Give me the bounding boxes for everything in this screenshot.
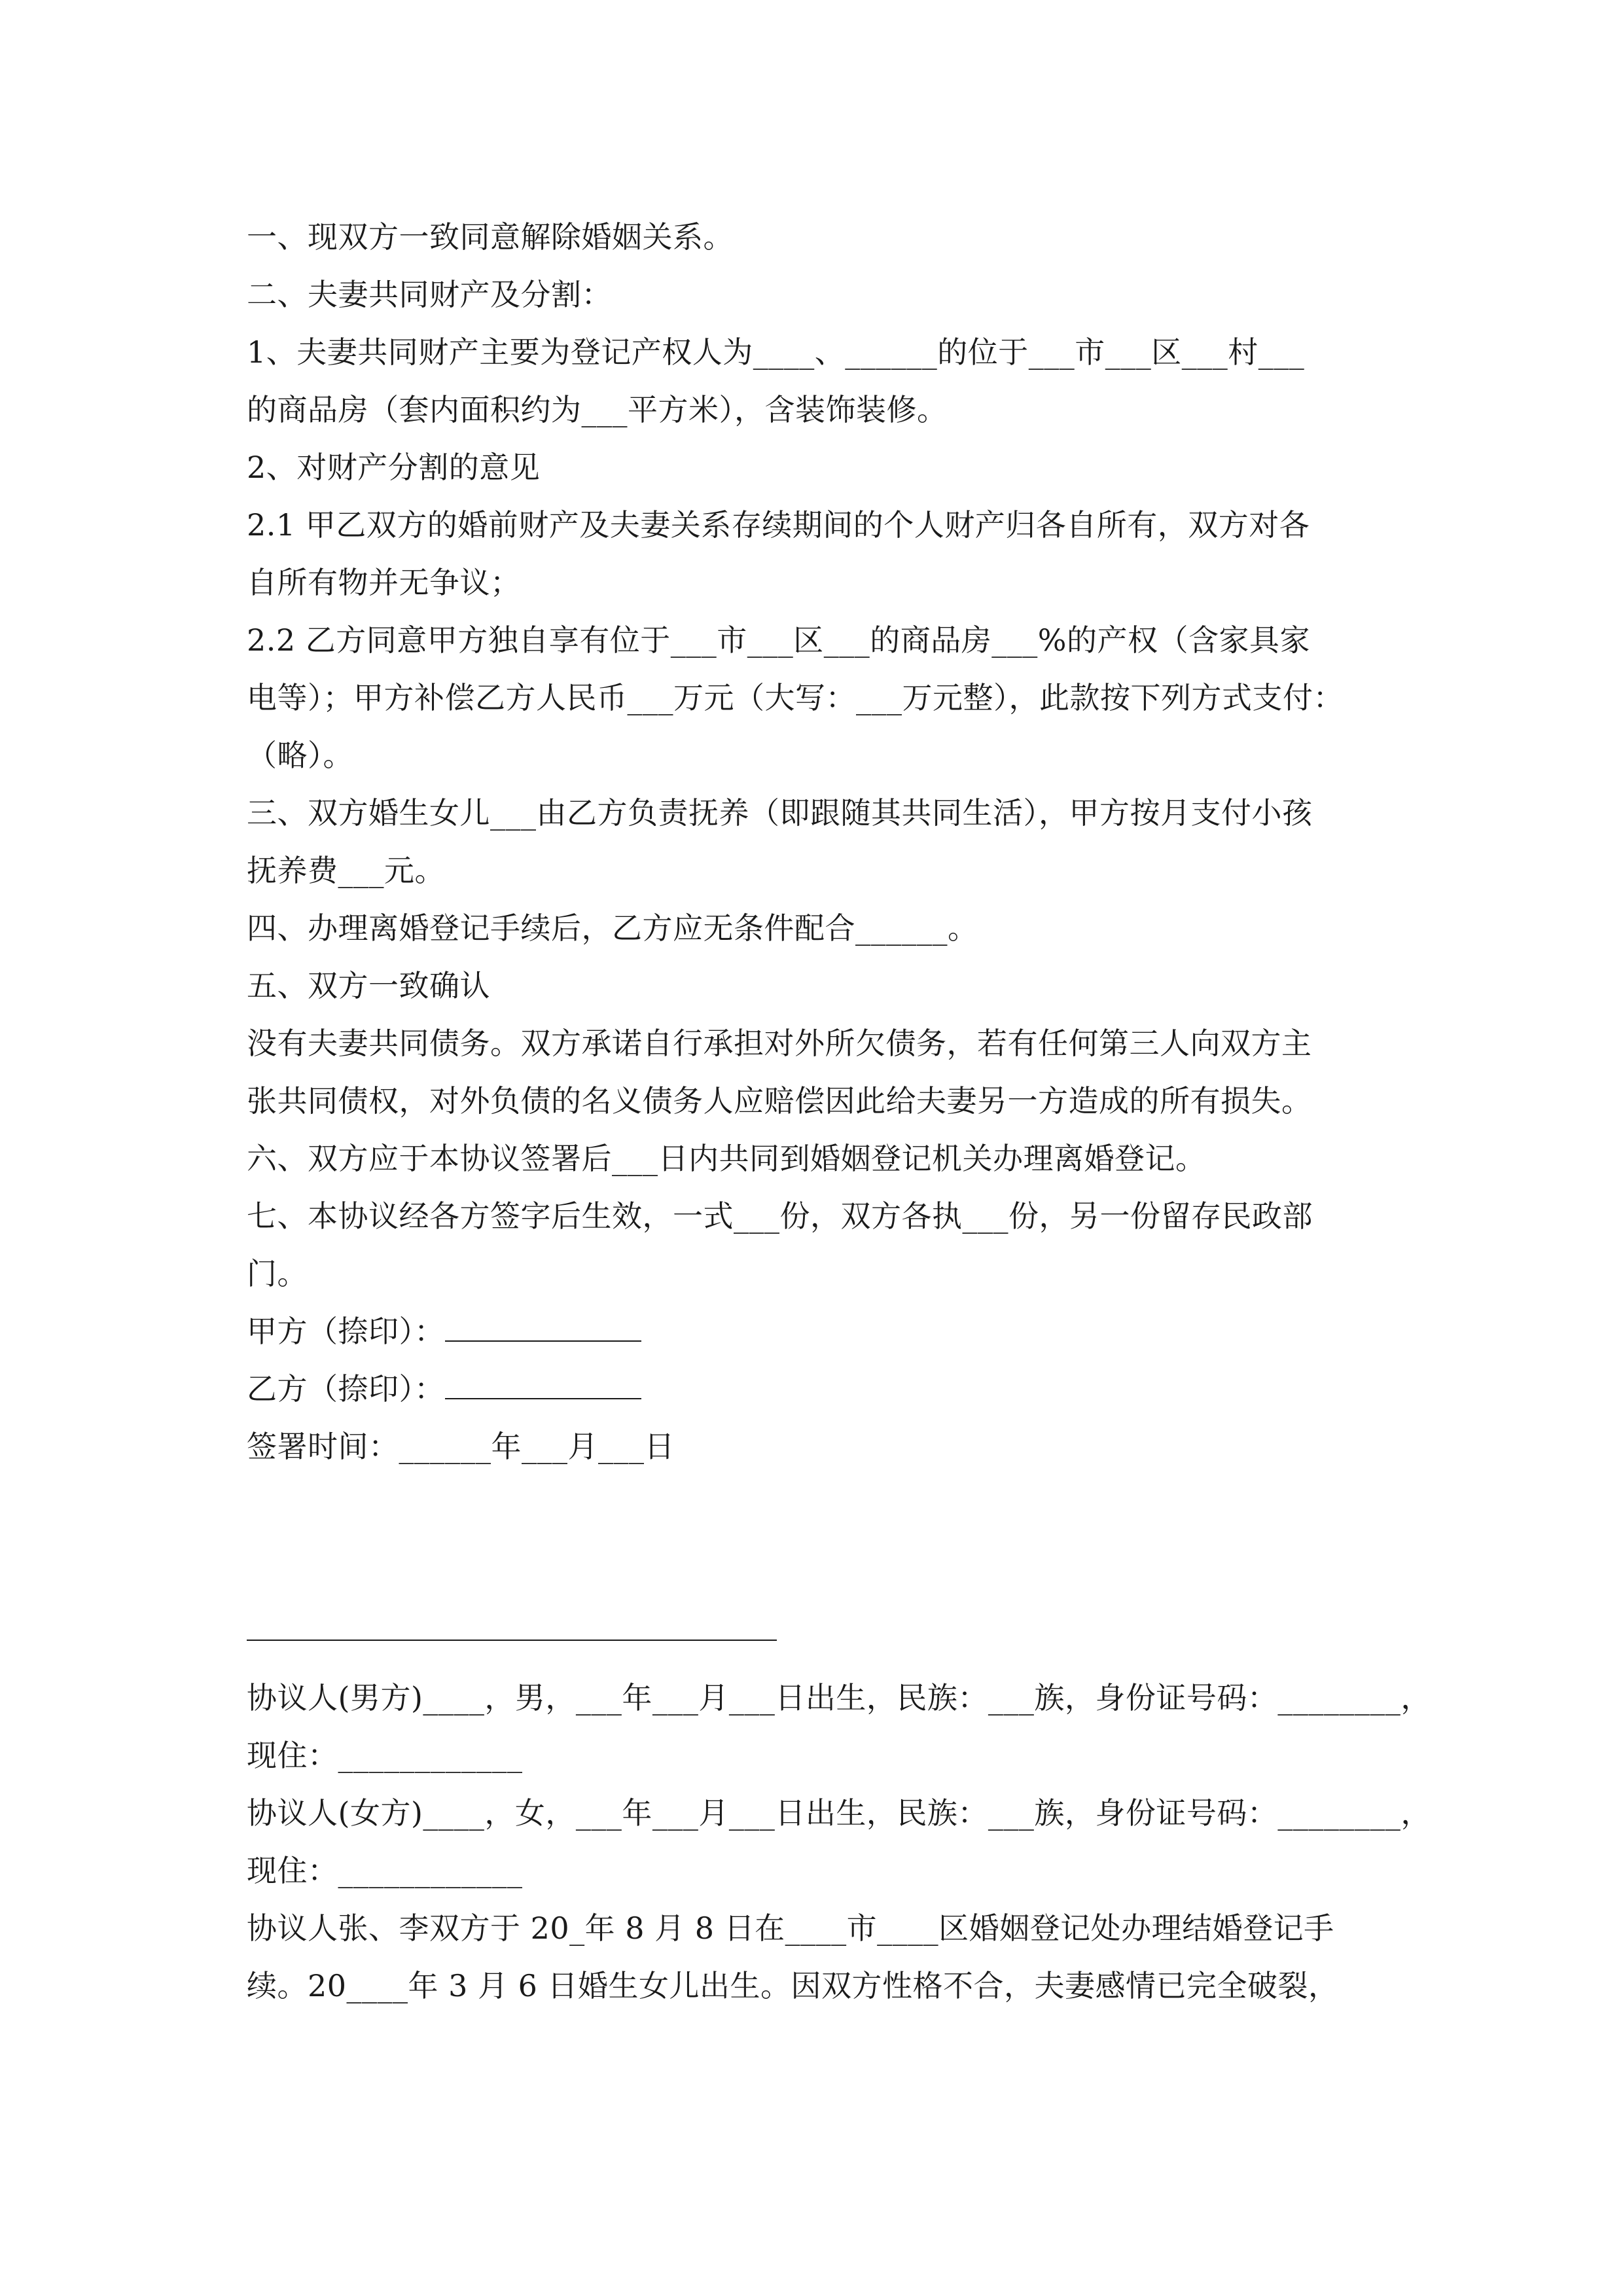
party-a-signature <box>247 1302 1405 1360</box>
clause-line: （略）。 <box>247 738 353 773</box>
clause-line: 抚养费___元。 <box>247 853 445 888</box>
clause-line: 三、双方婚生女儿___由乙方负责抚养（即跟随其共同生活），甲方按月支付小孩 <box>247 795 1313 831</box>
party-a-signature-line <box>445 1310 641 1342</box>
clause-line: 张共同债权，对外负债的名义债务人应赔偿因此给夫妻另一方造成的所有损失。 <box>247 1083 1312 1119</box>
clause-line: 七、本协议经各方签字后生效，一式___份，双方各执___份，另一份留存民政部 <box>247 1198 1313 1234</box>
clause-line: 自所有物并无争议； <box>247 565 521 600</box>
signing-time: 签署时间：______年___月___日 <box>247 1429 675 1464</box>
clause-line: 没有夫妻共同债务。双方承诺自行承担对外所欠债务，若有任何第三人向双方主 <box>247 1026 1312 1061</box>
clause-line: 门。 <box>247 1256 308 1291</box>
party-line: 协议人张、李双方于 20_年 8 月 8 日在____市____区婚姻登记处办理结婚登记手 <box>247 1910 1334 1946</box>
party-line: 现住：____________ <box>247 1853 523 1888</box>
clause-line: 2、对财产分割的意见 <box>247 450 541 485</box>
clause-line: 的商品房（套内面积约为___平方米），含装饰装修。 <box>247 392 948 427</box>
clause-line: 四、办理离婚登记手续后，乙方应无条件配合______。 <box>247 910 978 946</box>
clause-line: 二、夫妻共同财产及分割： <box>247 277 612 312</box>
separator-text <box>247 1617 969 1656</box>
clause-line: 五、双方一致确认 <box>247 968 490 1003</box>
party-line: 协议人(男方)____，男，___年___月___日出生，民族：___族，身份证号码：________， <box>247 1680 1431 1715</box>
agreement-body <box>247 208 1405 1475</box>
party-a-label: 甲方（捺印）： <box>247 1314 445 1349</box>
clause-line: 1、夫妻共同财产主要为登记产权人为____、______的位于___市___区___村___ <box>247 334 1305 370</box>
party-b-label: 乙方（捺印）： <box>247 1371 445 1407</box>
clause-line: 电等）；甲方补偿乙方人民币___万元（大写：___万元整），此款按下列方式支付： <box>247 680 1344 715</box>
clause-line: 2.2 乙方同意甲方独自享有位于___市___区___的商品房___%的产权（含家具家 <box>247 622 1310 658</box>
clause-line: 六、双方应于本协议签署后___日内共同到婚姻登记机关办理离婚登记。 <box>247 1141 1206 1176</box>
clause-line: 一、现双方一致同意解除婚姻关系。 <box>247 219 734 255</box>
party-line: 续。20____年 3 月 6 日婚生女儿出生。因双方性格不合，夫妻感情已完全破裂， <box>247 1968 1339 2003</box>
party-line: 现住：____________ <box>247 1738 523 1773</box>
party-b-signature-line <box>445 1368 641 1399</box>
clause-line: 2.1 甲乙双方的婚前财产及夫妻关系存续期间的个人财产归各自所有，双方对各 <box>247 507 1310 543</box>
party-line: 协议人(女方)____，女，___年___月___日出生，民族：___族，身份证号码：________， <box>247 1795 1431 1831</box>
agreement-parties <box>247 1669 1431 2015</box>
party-b-signature <box>247 1360 1405 1418</box>
